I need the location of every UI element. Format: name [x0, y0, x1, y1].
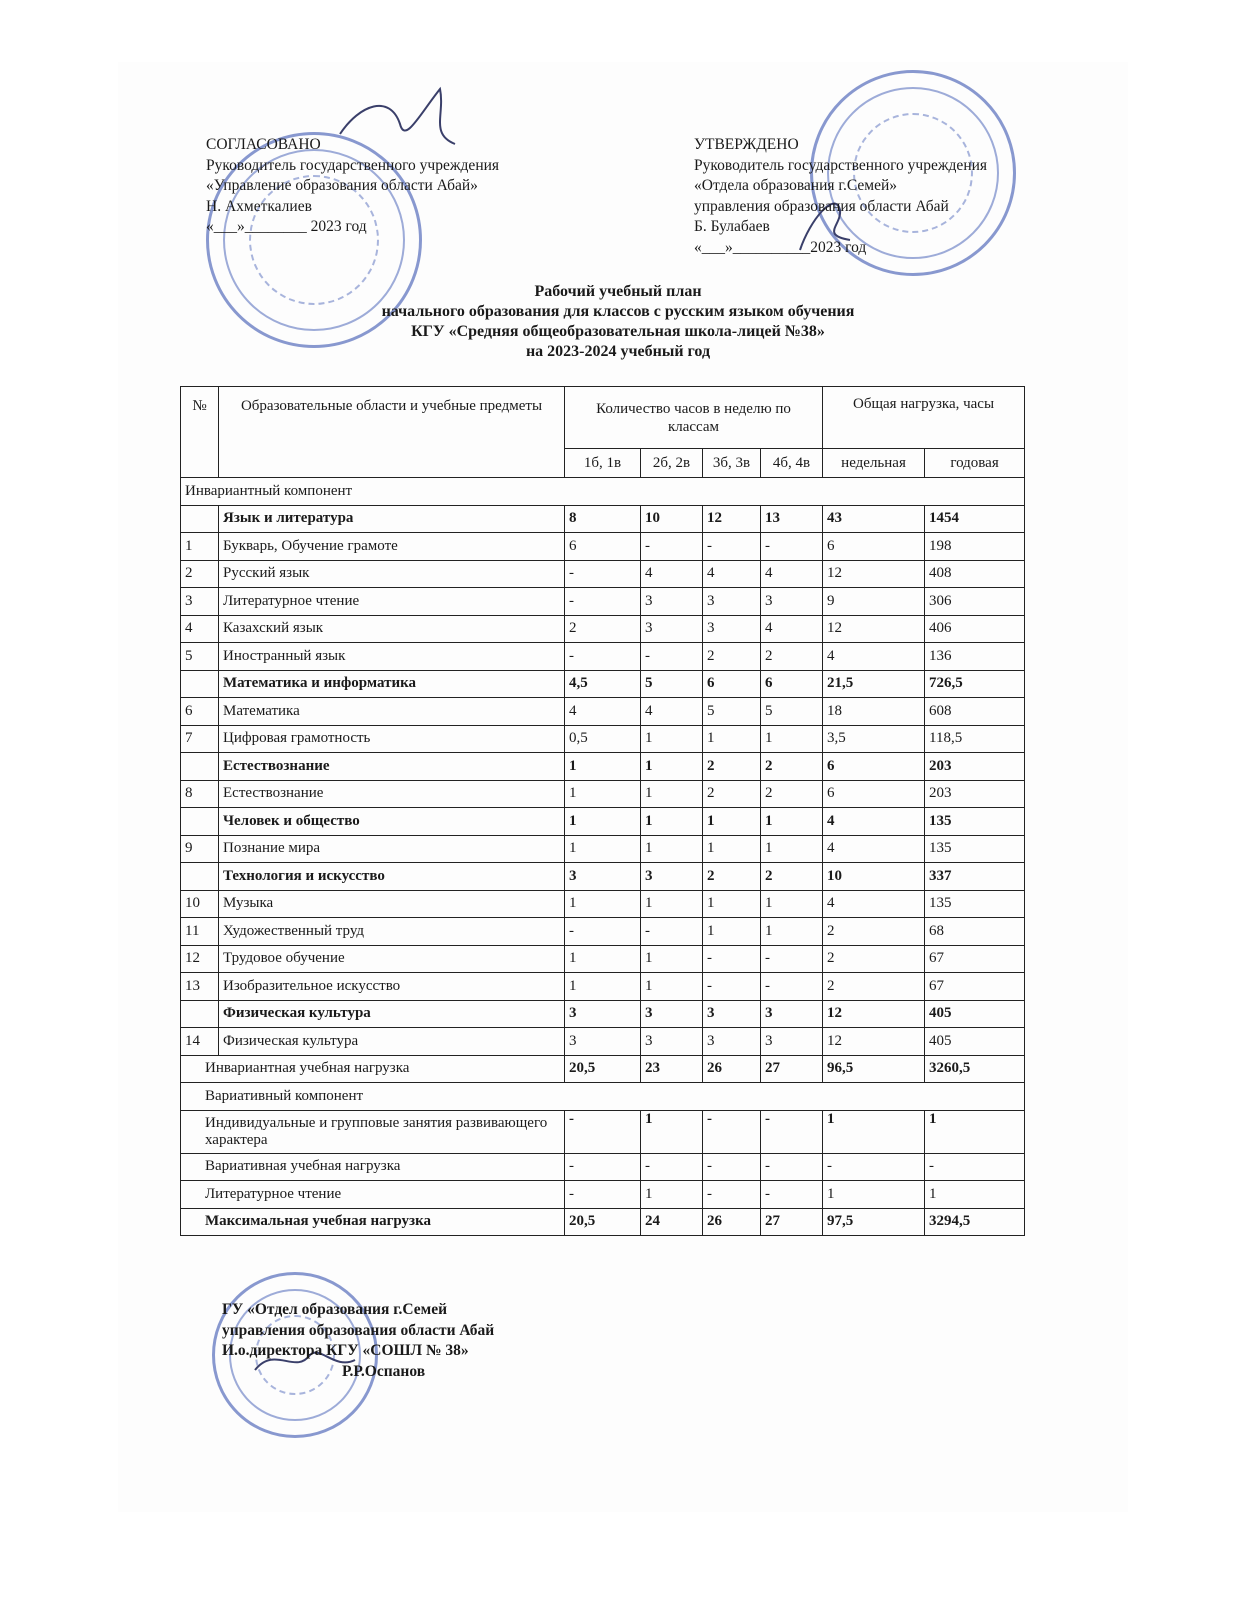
- approval-left-heading: СОГЛАСОВАНО: [206, 136, 321, 153]
- class-hours-cell: -: [565, 1181, 641, 1209]
- class-hours-cell: 1: [565, 945, 641, 973]
- header-class-2: 2б, 2в: [641, 449, 703, 478]
- class-hours-cell: 1: [761, 890, 823, 918]
- row-name: Изобразительное искусство: [219, 973, 565, 1001]
- weekly-cell: 9: [823, 588, 925, 616]
- class-hours-cell: -: [703, 945, 761, 973]
- header-class-1: 1б, 1в: [565, 449, 641, 478]
- weekly-cell: 12: [823, 1000, 925, 1028]
- class-hours-cell: 1: [703, 890, 761, 918]
- yearly-cell: 1454: [925, 505, 1025, 533]
- header-load: Общая нагрузка, часы: [823, 387, 1025, 449]
- approval-left-date: «___»________ 2023 год: [206, 218, 367, 235]
- class-hours-cell: 1: [565, 753, 641, 781]
- row-name: Максимальная учебная нагрузка: [181, 1208, 565, 1236]
- class-hours-cell: 4: [641, 560, 703, 588]
- subject-row: [181, 698, 1025, 726]
- header-subjects: Образовательные области и учебные предметы: [219, 387, 565, 478]
- title-line2: начального образования для классов с русским языком обучения: [381, 303, 855, 320]
- row-number: 8: [181, 780, 219, 808]
- weekly-cell: -: [823, 1153, 925, 1181]
- weekly-cell: 1: [823, 1110, 925, 1153]
- approval-left-line1: Руководитель государственного учреждения: [206, 156, 500, 174]
- class-hours-cell: 20,5: [565, 1208, 641, 1236]
- class-hours-cell: 3: [641, 1028, 703, 1056]
- yearly-cell: 405: [925, 1028, 1025, 1056]
- class-hours-cell: 1: [641, 725, 703, 753]
- row-number: 14: [181, 1028, 219, 1056]
- yearly-cell: 726,5: [925, 670, 1025, 698]
- class-hours-cell: 1: [641, 1181, 703, 1209]
- class-hours-cell: 13: [761, 505, 823, 533]
- class-hours-cell: 12: [703, 505, 761, 533]
- row-number: 9: [181, 835, 219, 863]
- yearly-cell: 3294,5: [925, 1208, 1025, 1236]
- row-number: 2: [181, 560, 219, 588]
- class-hours-cell: -: [703, 973, 761, 1001]
- class-hours-cell: 1: [641, 945, 703, 973]
- class-hours-cell: 6: [703, 670, 761, 698]
- weekly-cell: 12: [823, 1028, 925, 1056]
- area-total-row: [181, 505, 1025, 533]
- weekly-cell: 4: [823, 890, 925, 918]
- title-line3: КГУ «Средняя общеобразовательная школа-лицей №38»: [411, 323, 825, 340]
- header-row-1: [181, 387, 1025, 449]
- class-hours-cell: 0,5: [565, 725, 641, 753]
- class-hours-cell: 3: [703, 1028, 761, 1056]
- class-hours-cell: 3: [703, 588, 761, 616]
- class-hours-cell: -: [641, 533, 703, 561]
- row-number: 1: [181, 533, 219, 561]
- document-title: [0, 282, 1236, 362]
- class-hours-cell: 2: [761, 643, 823, 671]
- class-hours-cell: 6: [565, 533, 641, 561]
- row-name: Математика и информатика: [219, 670, 565, 698]
- yearly-cell: 67: [925, 973, 1025, 1001]
- row-number: [181, 753, 219, 781]
- subject-row: [181, 835, 1025, 863]
- lit-reading-row: [181, 1181, 1025, 1209]
- class-hours-cell: -: [761, 533, 823, 561]
- class-hours-cell: 1: [641, 890, 703, 918]
- approval-right-line2: «Отдела образования г.Семей»: [694, 177, 898, 194]
- class-hours-cell: -: [761, 1110, 823, 1153]
- class-hours-cell: 26: [703, 1055, 761, 1083]
- subject-row: [181, 890, 1025, 918]
- yearly-cell: 135: [925, 808, 1025, 836]
- yearly-cell: 1: [925, 1110, 1025, 1153]
- yearly-cell: 1: [925, 1181, 1025, 1209]
- row-number: 7: [181, 725, 219, 753]
- row-name: Художественный труд: [219, 918, 565, 946]
- weekly-cell: 97,5: [823, 1208, 925, 1236]
- class-hours-cell: 1: [641, 835, 703, 863]
- class-hours-cell: 3: [641, 863, 703, 891]
- class-hours-cell: 2: [703, 780, 761, 808]
- weekly-cell: 2: [823, 973, 925, 1001]
- header-num: №: [181, 387, 219, 478]
- row-name: Литературное чтение: [219, 588, 565, 616]
- row-name: Человек и общество: [219, 808, 565, 836]
- class-hours-cell: 2: [761, 753, 823, 781]
- class-hours-cell: 1: [565, 890, 641, 918]
- class-hours-cell: -: [761, 1153, 823, 1181]
- weekly-cell: 1: [823, 1181, 925, 1209]
- class-hours-cell: -: [565, 918, 641, 946]
- approval-right-block: [694, 135, 987, 258]
- subject-row: [181, 780, 1025, 808]
- yearly-cell: 405: [925, 1000, 1025, 1028]
- class-hours-cell: 5: [703, 698, 761, 726]
- row-name: Казахский язык: [219, 615, 565, 643]
- weekly-cell: 43: [823, 505, 925, 533]
- class-hours-cell: 2: [703, 753, 761, 781]
- row-number: 10: [181, 890, 219, 918]
- class-hours-cell: 1: [641, 1110, 703, 1153]
- footer-line1: ГУ «Отдел образования г.Семей: [222, 1301, 448, 1318]
- row-number: [181, 505, 219, 533]
- class-hours-cell: 27: [761, 1055, 823, 1083]
- class-hours-cell: 1: [641, 808, 703, 836]
- class-hours-cell: -: [703, 1153, 761, 1181]
- class-hours-cell: 1: [761, 835, 823, 863]
- header-weekly: недельная: [823, 449, 925, 478]
- approval-right-line1: Руководитель государственного учреждения: [694, 156, 988, 174]
- class-hours-cell: 3: [565, 863, 641, 891]
- yearly-cell: 203: [925, 780, 1025, 808]
- footer-block: [222, 1300, 494, 1382]
- class-hours-cell: 27: [761, 1208, 823, 1236]
- subject-row: [181, 725, 1025, 753]
- class-hours-cell: 26: [703, 1208, 761, 1236]
- row-name: Естествознание: [219, 780, 565, 808]
- yearly-cell: 67: [925, 945, 1025, 973]
- weekly-cell: 4: [823, 835, 925, 863]
- class-hours-cell: -: [565, 588, 641, 616]
- class-hours-cell: -: [703, 1181, 761, 1209]
- class-hours-cell: 4: [703, 560, 761, 588]
- row-name: Математика: [219, 698, 565, 726]
- class-hours-cell: -: [565, 560, 641, 588]
- approval-left-block: [206, 135, 499, 238]
- class-hours-cell: 3: [761, 1000, 823, 1028]
- area-total-row: [181, 1000, 1025, 1028]
- class-hours-cell: 4: [761, 615, 823, 643]
- class-hours-cell: 2: [761, 863, 823, 891]
- yearly-cell: 3260,5: [925, 1055, 1025, 1083]
- yearly-cell: 408: [925, 560, 1025, 588]
- yearly-cell: 608: [925, 698, 1025, 726]
- weekly-cell: 12: [823, 560, 925, 588]
- class-hours-cell: 1: [565, 780, 641, 808]
- row-name: Трудовое обучение: [219, 945, 565, 973]
- class-hours-cell: -: [565, 1110, 641, 1153]
- class-hours-cell: -: [761, 945, 823, 973]
- section-label: Вариативный компонент: [181, 1083, 1025, 1111]
- class-hours-cell: 10: [641, 505, 703, 533]
- row-number: 13: [181, 973, 219, 1001]
- class-hours-cell: 1: [761, 725, 823, 753]
- class-hours-cell: 1: [641, 973, 703, 1001]
- yearly-cell: 406: [925, 615, 1025, 643]
- class-hours-cell: -: [703, 1110, 761, 1153]
- row-number: [181, 808, 219, 836]
- row-number: 4: [181, 615, 219, 643]
- row-name: Физическая культура: [219, 1028, 565, 1056]
- class-hours-cell: 8: [565, 505, 641, 533]
- class-hours-cell: 24: [641, 1208, 703, 1236]
- row-number: 3: [181, 588, 219, 616]
- row-number: [181, 670, 219, 698]
- subject-row: [181, 945, 1025, 973]
- title-line1: Рабочий учебный план: [534, 283, 702, 300]
- subject-row: [181, 533, 1025, 561]
- class-hours-cell: -: [761, 973, 823, 1001]
- yearly-cell: 337: [925, 863, 1025, 891]
- title-line4: на 2023-2024 учебный год: [525, 343, 711, 360]
- class-hours-cell: 6: [761, 670, 823, 698]
- row-name: Букварь, Обучение грамоте: [219, 533, 565, 561]
- row-name: Язык и литература: [219, 505, 565, 533]
- class-hours-cell: 3: [703, 615, 761, 643]
- row-name: Физическая культура: [219, 1000, 565, 1028]
- yearly-cell: 135: [925, 890, 1025, 918]
- row-name: Вариативная учебная нагрузка: [181, 1153, 565, 1181]
- class-hours-cell: 3: [703, 1000, 761, 1028]
- class-hours-cell: 5: [641, 670, 703, 698]
- row-name: Инвариантная учебная нагрузка: [181, 1055, 565, 1083]
- row-number: [181, 863, 219, 891]
- class-hours-cell: 1: [565, 973, 641, 1001]
- class-hours-cell: 2: [565, 615, 641, 643]
- yearly-cell: 203: [925, 753, 1025, 781]
- class-hours-cell: 1: [703, 725, 761, 753]
- variative-section-row: [181, 1083, 1025, 1111]
- yearly-cell: 306: [925, 588, 1025, 616]
- max-load-row: [181, 1208, 1025, 1236]
- area-total-row: [181, 670, 1025, 698]
- class-hours-cell: 3: [641, 615, 703, 643]
- weekly-cell: 96,5: [823, 1055, 925, 1083]
- subject-row: [181, 588, 1025, 616]
- row-name: Познание мира: [219, 835, 565, 863]
- row-number: 5: [181, 643, 219, 671]
- header-hours: Количество часов в неделю по классам: [565, 387, 823, 449]
- approval-right-line4: Б. Булабаев: [694, 218, 770, 235]
- weekly-cell: 21,5: [823, 670, 925, 698]
- yearly-cell: 68: [925, 918, 1025, 946]
- header-class-4: 4б, 4в: [761, 449, 823, 478]
- class-hours-cell: 1: [761, 808, 823, 836]
- row-name: Литературное чтение: [181, 1181, 565, 1209]
- class-hours-cell: 23: [641, 1055, 703, 1083]
- subject-row: [181, 1028, 1025, 1056]
- class-hours-cell: 2: [761, 780, 823, 808]
- row-name: Музыка: [219, 890, 565, 918]
- area-total-row: [181, 863, 1025, 891]
- class-hours-cell: 5: [761, 698, 823, 726]
- class-hours-cell: -: [703, 533, 761, 561]
- class-hours-cell: 1: [703, 835, 761, 863]
- yearly-cell: 198: [925, 533, 1025, 561]
- subject-row: [181, 615, 1025, 643]
- class-hours-cell: 3: [761, 588, 823, 616]
- class-hours-cell: 3: [761, 1028, 823, 1056]
- invariant-load-row: [181, 1055, 1025, 1083]
- class-hours-cell: 2: [703, 863, 761, 891]
- header-yearly: годовая: [925, 449, 1025, 478]
- weekly-cell: 18: [823, 698, 925, 726]
- row-name: Естествознание: [219, 753, 565, 781]
- class-hours-cell: 1: [703, 808, 761, 836]
- yearly-cell: -: [925, 1153, 1025, 1181]
- class-hours-cell: 2: [703, 643, 761, 671]
- area-total-row: [181, 753, 1025, 781]
- weekly-cell: 2: [823, 918, 925, 946]
- class-hours-cell: 1: [641, 780, 703, 808]
- row-number: [181, 1000, 219, 1028]
- subject-row: [181, 918, 1025, 946]
- row-number: 11: [181, 918, 219, 946]
- weekly-cell: 6: [823, 780, 925, 808]
- weekly-cell: 12: [823, 615, 925, 643]
- class-hours-cell: 1: [565, 808, 641, 836]
- class-hours-cell: 1: [641, 753, 703, 781]
- class-hours-cell: -: [565, 643, 641, 671]
- row-name: Цифровая грамотность: [219, 725, 565, 753]
- approval-right-line3: управления образования области Абай: [694, 197, 949, 215]
- weekly-cell: 6: [823, 533, 925, 561]
- class-hours-cell: 3: [565, 1028, 641, 1056]
- class-hours-cell: -: [761, 1181, 823, 1209]
- weekly-cell: 10: [823, 863, 925, 891]
- row-name: Технология и искусство: [219, 863, 565, 891]
- approval-left-line2: «Управление образования области Абай»: [206, 177, 478, 194]
- yearly-cell: 118,5: [925, 725, 1025, 753]
- approval-left-line3: Н. Ахметкалиев: [206, 197, 312, 215]
- invariant-section-row: [181, 478, 1025, 506]
- footer-line4: Р.Р.Оспанов: [342, 1362, 426, 1380]
- approval-right-heading: УТВЕРЖДЕНО: [694, 136, 799, 153]
- class-hours-cell: 4: [641, 698, 703, 726]
- curriculum-table: [180, 386, 1025, 1236]
- row-number: 12: [181, 945, 219, 973]
- subject-row: [181, 973, 1025, 1001]
- weekly-cell: 6: [823, 753, 925, 781]
- row-name: Иностранный язык: [219, 643, 565, 671]
- row-name: Индивидуальные и групповые занятия развивающего характера: [181, 1110, 565, 1153]
- class-hours-cell: -: [565, 1153, 641, 1181]
- subject-row: [181, 560, 1025, 588]
- row-name: Русский язык: [219, 560, 565, 588]
- row-number: 6: [181, 698, 219, 726]
- class-hours-cell: 1: [565, 835, 641, 863]
- class-hours-cell: -: [641, 1153, 703, 1181]
- class-hours-cell: -: [641, 643, 703, 671]
- invariant-label: Инвариантный компонент: [181, 478, 1025, 506]
- yearly-cell: 135: [925, 835, 1025, 863]
- class-hours-cell: 3: [641, 1000, 703, 1028]
- class-hours-cell: 1: [761, 918, 823, 946]
- variative-load-row: [181, 1153, 1025, 1181]
- weekly-cell: 4: [823, 808, 925, 836]
- class-hours-cell: 1: [703, 918, 761, 946]
- header-class-3: 3б, 3в: [703, 449, 761, 478]
- class-hours-cell: -: [641, 918, 703, 946]
- weekly-cell: 4: [823, 643, 925, 671]
- class-hours-cell: 4: [565, 698, 641, 726]
- class-hours-cell: 4: [761, 560, 823, 588]
- class-hours-cell: 3: [641, 588, 703, 616]
- footer-line3: И.о.директора КГУ «СОШЛ № 38»: [222, 1342, 469, 1359]
- area-total-row: [181, 808, 1025, 836]
- yearly-cell: 136: [925, 643, 1025, 671]
- class-hours-cell: 3: [565, 1000, 641, 1028]
- class-hours-cell: 20,5: [565, 1055, 641, 1083]
- footer-line2: управления образования области Абай: [222, 1321, 495, 1339]
- weekly-cell: 3,5: [823, 725, 925, 753]
- individual-classes-row: [181, 1110, 1025, 1153]
- subject-row: [181, 643, 1025, 671]
- weekly-cell: 2: [823, 945, 925, 973]
- approval-right-date: «___»__________2023 год: [694, 238, 867, 256]
- class-hours-cell: 4,5: [565, 670, 641, 698]
